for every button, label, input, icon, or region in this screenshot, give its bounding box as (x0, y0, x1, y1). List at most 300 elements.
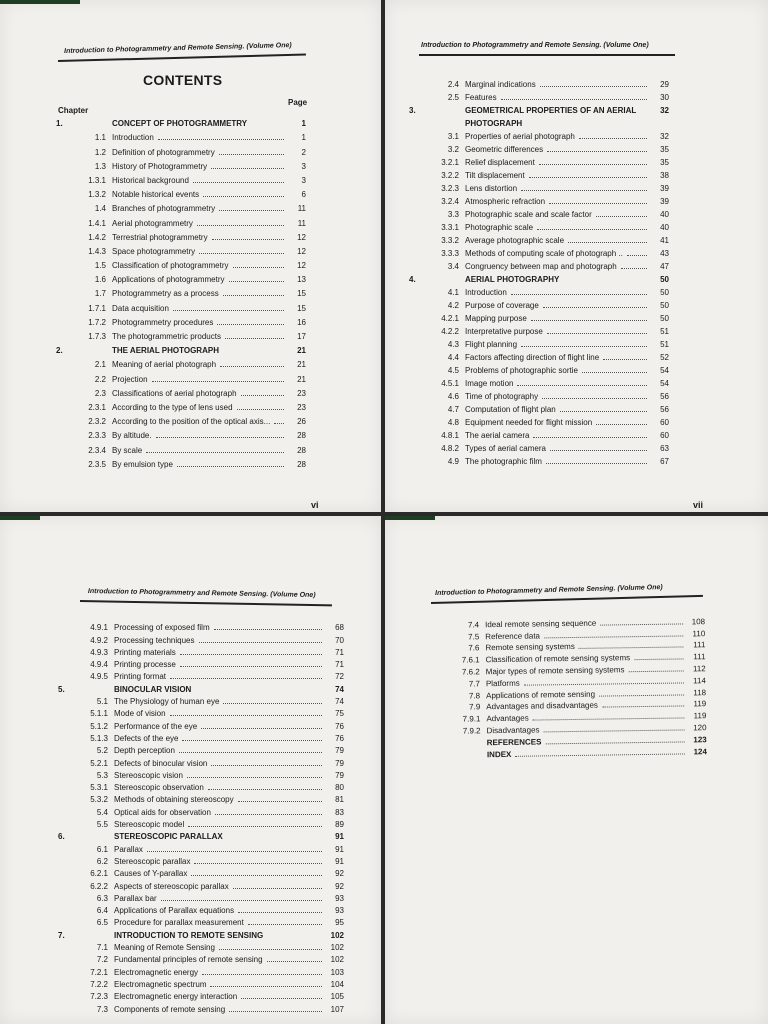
entry-title: Meaning of Remote Sensing (114, 943, 215, 953)
entry-title: Time of photography (465, 392, 539, 401)
entry-title: Stereoscopic observation (114, 783, 204, 793)
leader-dots (501, 99, 647, 100)
entry-title: Introduction (112, 133, 154, 143)
toc-entry-row (58, 891, 344, 903)
page-number: 60 (660, 431, 669, 440)
entry-title: Historical background (112, 175, 189, 185)
page-number: 114 (693, 675, 706, 686)
leader-dots (210, 986, 322, 987)
leader-dots (241, 395, 284, 396)
toc-entry-row (409, 206, 669, 219)
section-number: 1.4.3 (88, 246, 106, 256)
entry-title: Classification of photogrammetry (112, 261, 229, 271)
entry-title: Properties of aerial photograph (465, 132, 575, 141)
leader-dots (219, 949, 322, 950)
leader-dots (203, 196, 284, 197)
section-number: 4.9.5 (90, 672, 108, 682)
entry-title: The photogrammetric products (112, 332, 221, 341)
page-number: 32 (660, 132, 669, 141)
toc-entry-row (56, 199, 306, 213)
entry-title: Components of remote sensing (114, 1004, 226, 1014)
section-number: 6.1 (96, 844, 108, 854)
section-number: 2.1 (94, 360, 106, 370)
binding-edge (0, 0, 80, 4)
toc-entry-row (56, 426, 306, 440)
section-number: 6.2.1 (90, 869, 108, 879)
page-number: 60 (660, 418, 669, 427)
toc-list (429, 614, 707, 759)
leader-dots (547, 333, 647, 334)
entry-title: REFERENCES (486, 737, 542, 747)
section-number: 6.3 (96, 893, 108, 903)
toc-entry-row (409, 297, 669, 310)
toc-entry-row (56, 270, 306, 284)
chapter-number: 6. (58, 832, 65, 842)
section-number: 3.2.3 (441, 184, 459, 193)
entry-title: Notable historical events (112, 190, 200, 200)
entry-title: Branches of photogrammetry (112, 204, 216, 214)
toc-entry-row (409, 440, 669, 453)
toc-list (56, 114, 306, 469)
entry-title: Data acquisition (112, 303, 169, 313)
leader-dots (579, 138, 647, 139)
page-number: 28 (297, 431, 306, 441)
toc-entry-row (56, 412, 306, 426)
toc-entry-row (56, 369, 306, 383)
entry-title: Defects of binocular vision (114, 758, 208, 768)
section-number: 7.3 (96, 1004, 108, 1014)
toc-entry-row (58, 780, 344, 792)
leader-dots (211, 168, 284, 169)
toc-entry-row (409, 453, 669, 466)
page-continued-right (385, 516, 768, 1024)
leader-dots (539, 164, 647, 165)
entry-title: Applications of remote sensing (486, 689, 596, 700)
toc-entry-row (58, 1001, 344, 1013)
page-number: 104 (330, 979, 344, 989)
entry-title: Lens distortion (465, 184, 518, 193)
toc-entry-row (58, 915, 344, 927)
entry-title: By scale (112, 445, 143, 455)
section-number: 7.2.3 (90, 992, 108, 1002)
toc-entry-row (58, 768, 344, 780)
toc-entry-row (56, 213, 306, 227)
entry-title: Aerial photogrammetry (112, 218, 193, 228)
entry-title: Parallax bar (114, 893, 157, 903)
toc-entry-row (56, 440, 306, 454)
entry-title: Aspects of stereoscopic parallax (114, 881, 229, 891)
page-number: 21 (297, 360, 306, 370)
page-number: 74 (335, 684, 344, 694)
folio-number: vii (693, 500, 704, 510)
leader-dots (511, 294, 647, 295)
leader-dots (540, 86, 647, 87)
section-number: 2.5 (447, 93, 459, 102)
entry-title: Ideal remote sensing sequence (485, 618, 597, 630)
page-number: 67 (660, 457, 669, 466)
entry-title: BINOCULAR VISION (114, 684, 192, 694)
leader-dots (214, 629, 322, 630)
leader-dots (193, 182, 284, 183)
section-number: 2.3.5 (88, 459, 106, 469)
section-number: 5.1.2 (90, 721, 108, 731)
leader-dots (596, 424, 647, 425)
section-number: 5.2 (96, 746, 108, 756)
section-number: 4.9.1 (90, 623, 108, 633)
section-number: 7.9 (469, 702, 481, 712)
leader-dots (582, 372, 647, 373)
toc-entry-row (56, 256, 306, 270)
entry-title: Atmospheric refraction (465, 197, 546, 206)
page-number: 56 (660, 392, 669, 401)
entry-title: Printing format (114, 672, 167, 682)
toc-entry-row (409, 401, 669, 414)
toc-entry-row (58, 952, 344, 964)
folio-number: vi (311, 500, 319, 510)
leader-dots (233, 267, 285, 268)
toc-entry-row (58, 755, 344, 767)
entry-title: Procedure for parallax measurement (114, 918, 244, 928)
page-number: 89 (335, 820, 344, 830)
running-header: Introduction to Photogrammetry and Remote Sensing. (Volume One) (87, 588, 316, 599)
page-number: 92 (335, 881, 344, 891)
toc-entry-row (56, 455, 306, 469)
page-number: 26 (297, 417, 306, 427)
leader-dots (194, 863, 322, 864)
toc-entry-row (409, 89, 669, 102)
leader-dots (182, 740, 322, 741)
entry-title: Disadvantages (486, 725, 540, 736)
toc-entry-row (58, 620, 344, 632)
section-number: 1.7 (94, 289, 106, 299)
entry-title: Applications of photogrammetry (112, 275, 225, 285)
leader-dots (634, 659, 684, 661)
page-number: 124 (693, 746, 707, 756)
section-number: 7.1 (96, 943, 108, 953)
page-number: 21 (297, 346, 306, 356)
entry-title: Parallax (114, 844, 143, 854)
leader-dots (219, 210, 284, 211)
section-number: 1.1 (94, 133, 106, 143)
leader-dots (229, 281, 285, 282)
page-vi (0, 0, 381, 512)
toc-chapter-row (58, 927, 344, 939)
page-number: 107 (330, 1004, 344, 1014)
leader-dots (161, 900, 322, 901)
leader-dots (237, 409, 284, 410)
entry-title: By emulsion type (112, 459, 173, 469)
toc-entry-row (58, 694, 344, 706)
toc-entry-row (409, 349, 669, 362)
section-number: 4.8.1 (441, 431, 459, 440)
leader-dots (223, 295, 284, 296)
section-number: 5.5 (96, 820, 108, 830)
page-number: 68 (335, 623, 344, 633)
page-number: 92 (335, 869, 344, 879)
toc-entry-row (58, 645, 344, 657)
page-number: 47 (660, 262, 669, 271)
section-number: 4.2.1 (441, 314, 459, 323)
page-number: 102 (330, 930, 344, 940)
page-number: 43 (660, 249, 669, 258)
entry-title: Image motion (465, 379, 514, 388)
page-number: 11 (297, 204, 306, 214)
leader-dots (267, 961, 322, 962)
section-number: 2.4 (447, 80, 459, 89)
page-number: 28 (297, 459, 306, 469)
toc-entry-row (58, 817, 344, 829)
toc-entry-row (58, 718, 344, 730)
leader-dots (170, 678, 322, 679)
page-number: 81 (335, 795, 344, 805)
page-number: 35 (660, 145, 669, 154)
toc-entry-row (56, 327, 306, 341)
page-number: 39 (660, 197, 669, 206)
section-number: 6.2.2 (90, 881, 108, 891)
toc-entry-row (409, 336, 669, 349)
section-number: 1.6 (94, 275, 106, 285)
leader-dots (549, 203, 647, 204)
section-number: 7.9.2 (462, 726, 481, 736)
section-number: 2.3.1 (88, 402, 106, 412)
entry-title: Photogrammetry procedures (112, 317, 214, 327)
section-number: 7.6.1 (461, 655, 480, 665)
section-number: 1.4 (94, 204, 106, 214)
toc-entry-row (409, 141, 669, 154)
page-number: 123 (693, 734, 707, 745)
section-number: 3.4 (447, 262, 459, 271)
toc-entry-row (409, 128, 669, 141)
leader-dots (197, 225, 284, 226)
toc-list (409, 76, 669, 466)
section-number: 5.4 (96, 807, 108, 817)
page-number: 105 (330, 992, 344, 1002)
toc-chapter-row (56, 341, 306, 355)
toc-entry-row (409, 258, 669, 271)
page-number: 70 (335, 635, 344, 645)
page-number: 32 (660, 106, 669, 115)
entry-title: Methods of obtaining stereoscopy (114, 795, 234, 805)
section-number: 4.7 (447, 405, 459, 414)
toc-entry-row (56, 185, 306, 199)
page-number: 40 (660, 223, 669, 232)
entry-title: Problems of photographic sortie (465, 366, 578, 375)
page-number: 75 (335, 709, 344, 719)
leader-dots (191, 875, 322, 876)
entry-title: Introduction (465, 288, 507, 297)
entry-title: Depth perception (114, 746, 175, 756)
leader-dots (156, 437, 284, 438)
leader-dots (208, 789, 322, 790)
page-number: 79 (335, 746, 344, 756)
page-number: 102 (330, 943, 344, 953)
page-number: 54 (660, 366, 669, 375)
page-number: 111 (693, 652, 706, 662)
entry-title: Remote sensing systems (485, 642, 575, 653)
leader-dots (199, 642, 323, 643)
toc-entry-row (58, 706, 344, 718)
entry-title: Photogrammetry as a process (112, 289, 219, 299)
header-rule (80, 600, 332, 606)
section-number: 4.1 (447, 288, 459, 297)
section-number: 4.5.1 (441, 379, 459, 388)
section-number: 3.3.1 (441, 223, 459, 232)
page-number: 28 (297, 445, 306, 455)
toc-entry-row (58, 731, 344, 743)
entry-title: Computation of flight plan (465, 405, 556, 414)
entry-title: Flight planning (465, 340, 518, 349)
section-number: 4.5 (447, 366, 459, 375)
entry-title: Mapping purpose (465, 314, 527, 323)
page-number: 50 (660, 275, 669, 284)
header-rule (431, 595, 703, 604)
section-number: 4.8.2 (441, 444, 459, 453)
section-number: 3.3 (447, 210, 459, 219)
section-number: 3.2 (447, 145, 459, 154)
contents-title: CONTENTS (143, 72, 223, 88)
section-number: 3.2.2 (441, 171, 459, 180)
entry-title: Printing materials (114, 647, 176, 657)
section-number: 2.3.2 (88, 417, 106, 427)
page-vii (385, 0, 768, 512)
section-number: 1.3.2 (88, 190, 106, 200)
chapter-number: 3. (409, 106, 416, 115)
entry-title: Interpretative purpose (465, 327, 543, 336)
running-header: Introduction to Photogrammetry and Remote Sensing. (Volume One) (435, 584, 663, 597)
chapter-number: 5. (58, 684, 65, 694)
page-number: 76 (335, 733, 344, 743)
section-number: 4.4 (447, 353, 459, 362)
entry-title: Platforms (485, 678, 520, 688)
section-number: 6.2 (96, 856, 108, 866)
entry-title: Definition of photogrammetry (112, 147, 215, 157)
entry-title: Stereoscopic parallax (114, 856, 191, 866)
page-number: 72 (335, 672, 344, 682)
page-number: 15 (297, 303, 306, 313)
entry-title: Space photogrammetry (112, 246, 196, 256)
entry-title: INDEX (486, 749, 512, 759)
section-number: 5.3.1 (90, 783, 108, 793)
section-number: 7.2.2 (90, 979, 108, 989)
section-number: 3.2.4 (441, 197, 459, 206)
toc-entry-row (58, 804, 344, 816)
leader-dots (215, 814, 322, 815)
leader-dots (199, 253, 284, 254)
leader-dots (547, 151, 647, 152)
entry-title: According to the position of the optical axis... (112, 417, 271, 427)
leader-dots (560, 411, 647, 412)
leader-dots (211, 765, 322, 766)
leader-dots (599, 694, 684, 696)
toc-entry-row (58, 866, 344, 878)
toc-entry-row (58, 792, 344, 804)
chapter-number: 2. (56, 346, 63, 356)
entry-title: Stereoscopic vision (114, 770, 183, 780)
toc-entry-row (409, 167, 669, 180)
leader-dots (621, 268, 647, 269)
page-number: 83 (335, 807, 344, 817)
toc-entry-row (56, 284, 306, 298)
section-number: 1.7.3 (88, 332, 106, 341)
entry-title: Geometric differences (465, 145, 544, 154)
page-number: 108 (691, 616, 706, 627)
page-number: 71 (335, 647, 344, 657)
entry-title: Applications of Parallax equations (114, 906, 235, 916)
leader-dots (627, 255, 647, 256)
entry-title: Meaning of aerial photograph (112, 360, 217, 370)
leader-dots (188, 826, 322, 827)
section-number: 7.9.1 (462, 714, 481, 724)
entry-title: Advantages and disadvantages (486, 701, 598, 712)
leader-dots (274, 423, 284, 424)
toc-entry-row (56, 128, 306, 142)
leader-dots (600, 623, 683, 625)
page-number: 1 (301, 133, 306, 143)
toc-entry-row (409, 323, 669, 336)
leader-dots (515, 753, 685, 756)
toc-entry-row (56, 242, 306, 256)
page-number: 50 (660, 288, 669, 297)
toc-entry-row (58, 903, 344, 915)
leader-dots (579, 647, 684, 649)
page-number: 112 (692, 664, 706, 674)
section-number: 1.3.1 (88, 175, 106, 185)
page-number: 12 (297, 261, 306, 271)
toc-entry-row (56, 298, 306, 312)
toc-entry-row (56, 313, 306, 327)
page-number: 12 (297, 246, 306, 256)
entry-title: Congruency between map and photograph (465, 262, 617, 271)
entry-title: Factors affecting direction of flight line (465, 353, 600, 362)
entry-title: CONCEPT OF PHOTOGRAMMETRY (112, 119, 248, 129)
entry-title: Classifications of aerial photograph (112, 388, 237, 398)
section-number: 2.3.3 (88, 431, 106, 441)
toc-entry-row (409, 180, 669, 193)
entry-title: Major types of remote sensing systems (485, 665, 625, 677)
entry-title: Purpose of coverage (465, 301, 539, 310)
toc-entry-row (409, 362, 669, 375)
running-header: Introduction to Photogrammetry and Remote Sensing. (Volume One) (64, 42, 292, 55)
page-number: 40 (660, 210, 669, 219)
section-number: 4.6 (447, 392, 459, 401)
toc-entry-row (56, 384, 306, 398)
leader-dots (596, 216, 647, 217)
leader-dots (225, 338, 284, 339)
leader-dots (229, 1011, 322, 1012)
toc-entry-row (58, 657, 344, 669)
entry-title: STEREOSCOPIC PARALLAX (114, 832, 223, 842)
page-number: 50 (660, 314, 669, 323)
leader-dots (223, 703, 322, 704)
entry-title: Electromagnetic spectrum (114, 979, 207, 989)
page-number: 51 (660, 340, 669, 349)
leader-dots (177, 466, 284, 467)
page-number: 29 (660, 80, 669, 89)
page-number: 16 (297, 317, 306, 327)
leader-dots (550, 450, 647, 451)
toc-entry-row (58, 669, 344, 681)
page-number: 51 (660, 327, 669, 336)
page-number: 23 (297, 402, 306, 412)
leader-dots (521, 190, 647, 191)
leader-dots (542, 398, 647, 399)
page-number: 91 (335, 832, 344, 842)
entry-title: According to the type of lens used (112, 402, 233, 412)
section-number: 7.6 (468, 643, 480, 653)
page-number: 12 (297, 232, 306, 242)
leader-dots (529, 177, 647, 178)
entry-title: GEOMETRICAL PROPERTIES OF AN AERIAL (465, 106, 637, 115)
